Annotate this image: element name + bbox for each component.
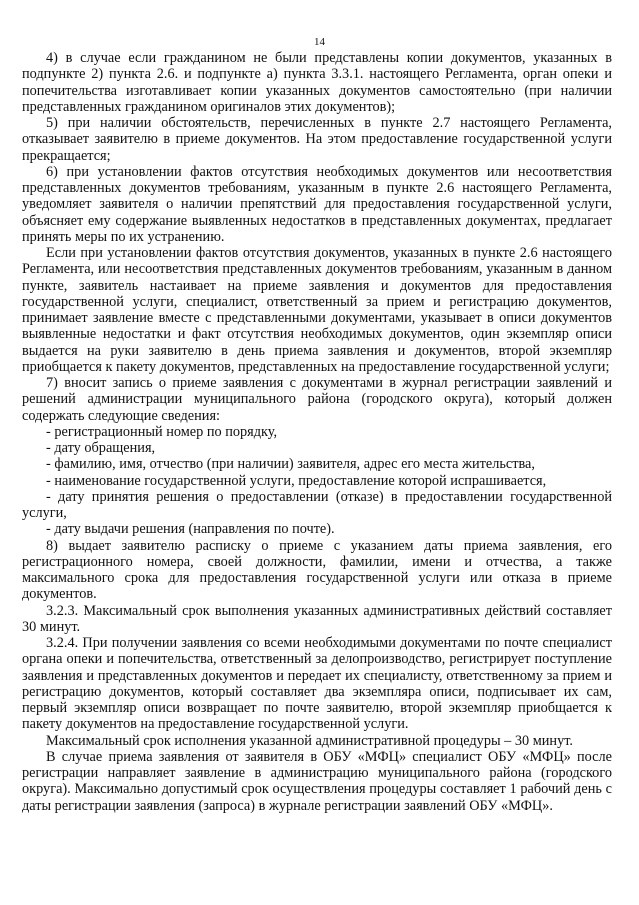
paragraph-item-8: 8) выдает заявителю расписку о приеме с указанием даты приема заявления, его регистрационного номера, своей должности, фамилии, имени и отчества, а также максимального срока для предоставления государственной услуги или отказа в приеме документов. <box>22 537 612 603</box>
list-item-applicant-name: - фамилию, имя, отчество (при наличии) заявителя, адрес его места жительства, <box>46 456 535 473</box>
paragraph-missing-documents: Если при установлении фактов отсутствия документов, указанных в пункте 2.6 настоящего Регламента, или несоответствия представленных документов требованиям, указанным в данном пункте, заявитель настаивает на приеме заявления и документов для предоставления государственной услуги, специалист, ответственный за прием и регистрацию документов, принимает заявление вместе с представленными документами, указывает в описи документов выявленные недостатки и факт отсутствия необходимых документов, один экземпляр описи выдается на руки заявителю в день приема заявления и документов, второй экземпляр приобщается к пакету документов, представленных на предоставление государственной услуги; <box>22 245 612 375</box>
paragraph-3-2-3: 3.2.3. Максимальный срок выполнения указанных административных действий составляет 30 минут. <box>22 602 612 635</box>
paragraph-item-5: 5) при наличии обстоятельств, перечисленных в пункте 2.7 настоящего Регламента, отказывает заявителю в приеме документов. На этом предоставление государственной услуги прекращается; <box>22 115 612 164</box>
paragraph-item-4: 4) в случае если гражданином не были представлены копии документов, указанных в подпункте 2) пункта 2.6. и подпункте а) пункта 3.3.1. настоящего Регламента, орган опеки и попечительства изготавливает копии указанных документов самостоятельно (при наличии представленных гражданином оригиналов этих документов); <box>22 50 612 115</box>
paragraph-max-duration: Максимальный срок исполнения указанной административной процедуры – 30 минут. <box>46 732 573 749</box>
paragraph-3-2-4: 3.2.4. При получении заявления со всеми необходимыми документами по почте специалист органа опеки и попечительства, ответственный за делопроизводство, регистрирует поступление заявления и представленных документов и передает их специалисту, ответственному за прием и регистрацию документов, который составляет два экземпляра описи, подписывает их сам, первый экземпляр описи возвращает по почте заявителю, второй экземпляр приобщается к пакету документов на предоставление государственной услуги. <box>22 635 612 733</box>
page-number: 14 <box>314 36 325 48</box>
list-item-application-date: - дату обращения, <box>46 440 156 456</box>
list-item-issue-date: - дату выдачи решения (направления по почте). <box>46 521 335 538</box>
list-item-registration-number: - регистрационный номер по порядку, <box>46 423 278 440</box>
list-item-decision-date: - дату принятия решения о предоставлении (отказе) в предоставлении государственной услуги, <box>22 488 612 521</box>
list-item-service-name: - наименование государственной услуги, предоставление которой испрашивается, <box>46 472 547 489</box>
paragraph-item-6: 6) при установлении фактов отсутствия необходимых документов или несоответствия представленных документов требованиям, указанным в пункте 2.6 настоящего Регламента, уведомляет заявителя о наличии препятствий для предоставления государственной услуги, объясняет ему содержание выявленных недостатков в представленных документах, предлагает принять меры по их устранению. <box>22 163 612 245</box>
paragraph-mfc: В случае приема заявления от заявителя в ОБУ «МФЦ» специалист ОБУ «МФЦ» после регистрации направляет заявление в администрацию муниципального района (городского округа). Максимально допустимый срок осуществления процедуры составляет 1 рабочий день с даты регистрации заявления (запроса) в журнале регистрации заявлений ОБУ «МФЦ». <box>22 748 612 814</box>
document-body <box>22 50 612 814</box>
paragraph-item-7: 7) вносит запись о приеме заявления с документами в журнал регистрации заявлений и решений администрации муниципального района (городского округа), который должен содержать следующие сведения: <box>22 375 612 424</box>
